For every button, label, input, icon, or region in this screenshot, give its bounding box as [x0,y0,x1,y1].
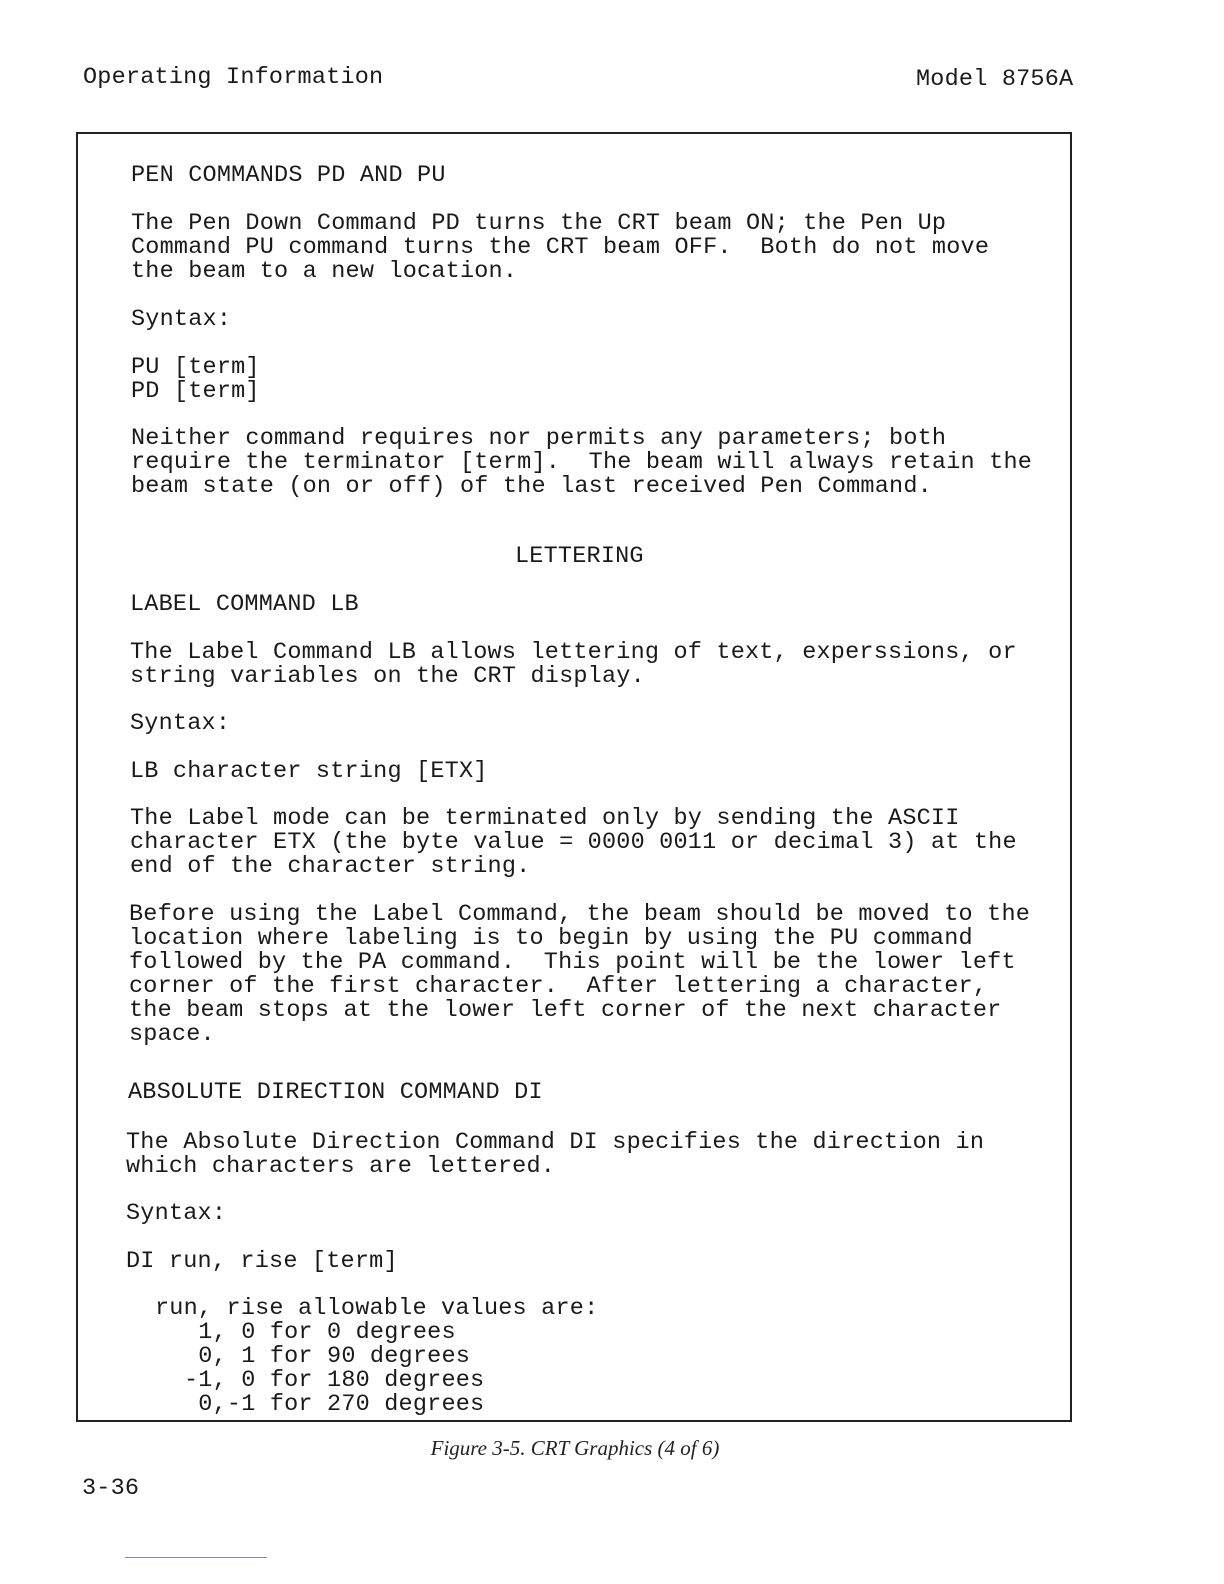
pen-commands-desc-line: Command PU command turns the CRT beam OFF. Both do not move [131,234,990,261]
direction-command-values-intro: run, rise allowable values are: [155,1295,599,1322]
header-model: Model 8756A [916,66,1074,93]
label-command-desc-line: string variables on the CRT display. [130,663,645,690]
label-command-usage-line: Before using the Label Command, the beam should be moved to the [129,901,1031,928]
direction-command-desc-line: The Absolute Direction Command DI specifies the direction in [126,1129,985,1156]
label-command-heading: LABEL COMMAND LB [130,591,359,618]
pen-commands-note-line: Neither command requires nor permits any parameters; both [131,425,947,452]
label-command-termination-line: end of the character string. [130,853,531,880]
lettering-title: LETTERING [515,543,644,570]
pen-commands-desc-line: The Pen Down Command PD turns the CRT beam ON; the Pen Up [131,210,947,237]
label-command-termination-line: character ETX (the byte value = 0000 0011 or decimal 3) at the [130,829,1017,856]
direction-command-value-line: 1, 0 for 0 degrees [184,1319,456,1346]
label-command-usage-line: space. [129,1021,215,1048]
pen-commands-syntax-label: Syntax: [131,306,232,333]
label-command-usage-line: followed by the PA command. This point will be the lower left [129,949,1016,976]
header-section-title: Operating Information [83,64,384,91]
direction-command-syntax: DI run, rise [term] [126,1248,398,1275]
direction-command-value-line: 0,-1 for 270 degrees [184,1391,485,1418]
label-command-usage-line: the beam stops at the lower left corner of the next character [129,997,1002,1024]
label-command-syntax: LB character string [ETX] [130,758,488,785]
direction-command-value-line: -1, 0 for 180 degrees [184,1367,485,1394]
pen-commands-syntax-line: PU [term] [131,354,260,381]
label-command-desc-line: The Label Command LB allows lettering of text, experssions, or [130,639,1017,666]
figure-caption: Figure 3-5. CRT Graphics (4 of 6) [430,1436,720,1460]
direction-command-heading: ABSOLUTE DIRECTION COMMAND DI [128,1079,543,1106]
label-command-usage-line: corner of the first character. After lettering a character, [129,973,988,1000]
bottom-rule-divider [125,1557,267,1558]
direction-command-value-line: 0, 1 for 90 degrees [184,1343,471,1370]
pen-commands-syntax-line: PD [term] [131,378,260,405]
pen-commands-note-line: require the terminator [term]. The beam will always retain the [131,449,1033,476]
label-command-termination-line: The Label mode can be terminated only by sending the ASCII [130,805,960,832]
direction-command-syntax-label: Syntax: [126,1200,227,1227]
pen-commands-note-line: beam state (on or off) of the last received Pen Command. [131,473,932,500]
pen-commands-heading: PEN COMMANDS PD AND PU [131,162,446,189]
pen-commands-desc-line: the beam to a new location. [131,258,518,285]
label-command-usage-line: location where labeling is to begin by using the PU command [129,925,973,952]
label-command-syntax-label: Syntax: [130,710,231,737]
page-number: 3-36 [82,1475,140,1502]
direction-command-desc-line: which characters are lettered. [126,1153,556,1180]
figure-box [76,132,1072,1422]
